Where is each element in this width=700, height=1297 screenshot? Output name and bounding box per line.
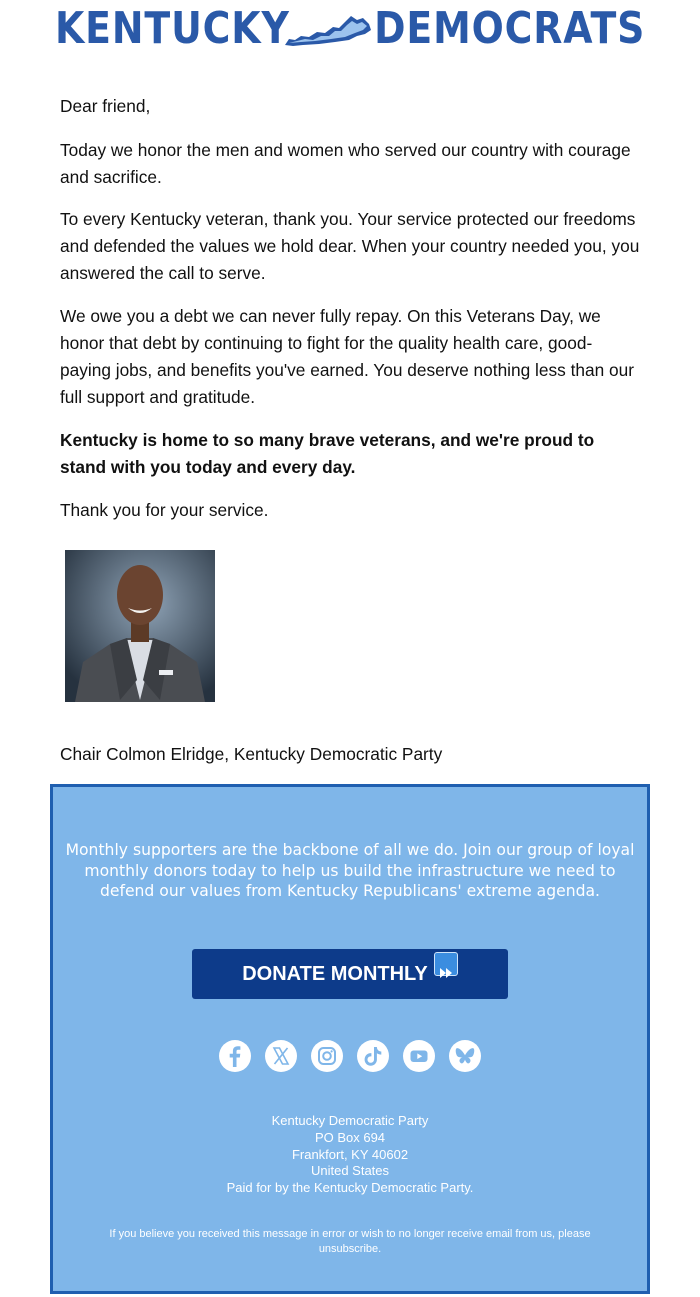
footer-country: United States xyxy=(310,1163,390,1179)
kentucky-democrats-logo[interactable] xyxy=(55,3,645,54)
paragraph-1: Today we honor the men and women who served our country with courage and sacrifice. xyxy=(60,140,631,187)
tiktok-icon[interactable] xyxy=(357,1040,389,1072)
email-header xyxy=(0,0,700,60)
donation-box xyxy=(50,784,650,1294)
paragraph-3: We owe you a debt we can never fully repay. On this Veterans Day, we honor that debt by continuing to fight for the quality health care, good-paying jobs, and benefits you've earned. You deserve nothing less than our full support and gratitude. xyxy=(60,306,634,407)
youtube-icon[interactable] xyxy=(403,1040,435,1072)
donate-monthly-button[interactable] xyxy=(192,949,508,999)
bluesky-icon[interactable] xyxy=(449,1040,481,1072)
instagram-icon[interactable] xyxy=(311,1040,343,1072)
footer-po-box: PO Box 694 xyxy=(314,1129,386,1145)
paragraph-2: To every Kentucky veteran, thank you. Your service protected our freedoms and defended the values we hold dear. When your country needed you, you answered the call to serve. xyxy=(60,209,640,283)
fast-forward-icon xyxy=(434,952,458,976)
footer-paid-for: Paid for by the Kentucky Democratic Party. xyxy=(226,1180,474,1196)
monthly-appeal-text: Monthly supporters are the backbone of all we do. Join our group of loyal monthly donors today to help us build the infrastructure we need to defend our values from Kentucky Republicans' extreme agenda. xyxy=(65,841,635,901)
chair-portrait-photo xyxy=(65,550,215,702)
x-icon[interactable] xyxy=(265,1040,297,1072)
closing-line: Thank you for your service. xyxy=(60,500,269,520)
footer-city: Frankfort, KY 40602 xyxy=(291,1146,409,1162)
kentucky-state-icon xyxy=(283,12,373,52)
bold-paragraph: Kentucky is home to so many brave veterans, and we're proud to stand with you today and every day. xyxy=(60,430,595,477)
facebook-icon[interactable] xyxy=(219,1040,251,1072)
greeting: Dear friend, xyxy=(60,96,151,116)
footer-org: Kentucky Democratic Party xyxy=(271,1113,429,1128)
logo-word-left: KENTUCKY xyxy=(55,3,290,54)
footer-address xyxy=(53,1113,647,1197)
logo-word-right: DEMOCRATS xyxy=(373,3,645,54)
signature: Chair Colmon Elridge, Kentucky Democratic Party xyxy=(60,744,443,764)
donate-button-label: DONATE MONTHLY xyxy=(242,963,428,985)
unsubscribe-disclaimer[interactable]: If you believe you received this message in error or wish to no longer receive email from us, please unsubscribe. xyxy=(109,1228,591,1255)
